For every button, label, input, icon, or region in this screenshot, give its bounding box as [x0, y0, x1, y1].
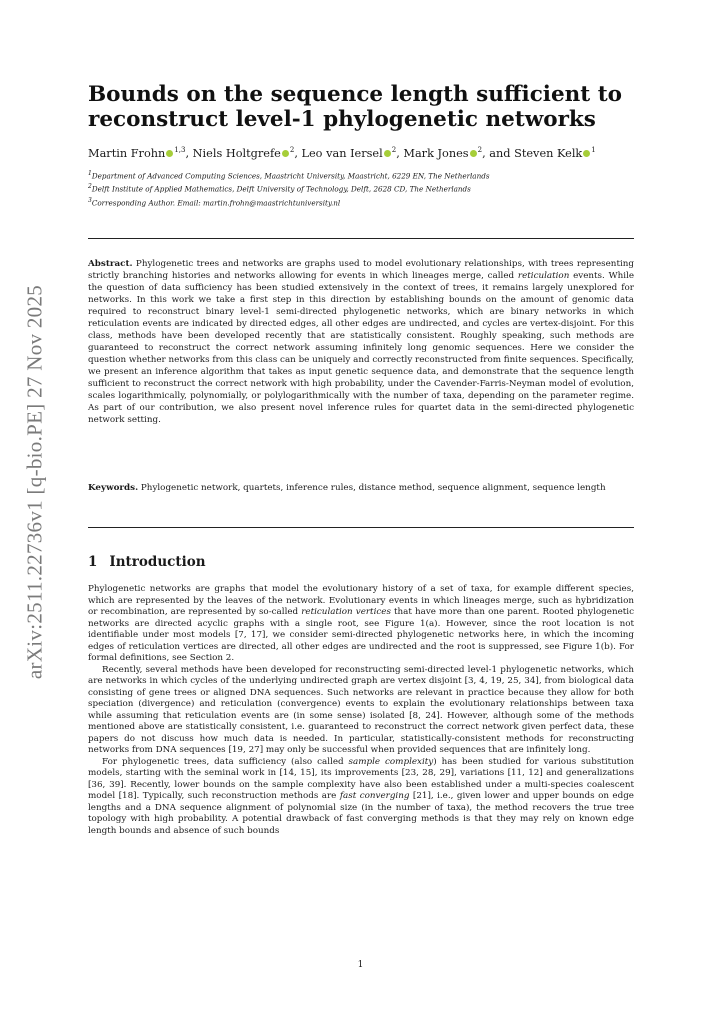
orcid-icon[interactable]: [282, 150, 289, 157]
author: Mark Jones $^2$: [403, 146, 483, 160]
abstract: Abstract. Phylogenetic trees and networks are graphs used to model evolutionary relationships, with trees representing strictly branching histories and networks allowing for events in which lineages merge, called reticulation events. While the question of data sufficiency has been studied extensively in the context of trees, it remains largely unexplored for networks. In this work we take a first step in this direction by establishing bounds on the amount of genomic data required to reconstruct binary level-1 semi-directed phylogenetic networks, which are binary networks in which reticulation events are indicated by directed edges, all other edges are undirected, and cycles are vertex-disjoint. For this class, methods have been developed recently that are statistically consistent. Roughly speaking, such methods are guaranteed to reconstruct the correct network assuming infinitely long genomic sequences. Here we consider the question whether networks from this class can be uniquely and correctly reconstructed from finite sequences. Specifically, we present an inference algorithm that takes as input genetic sequence data, and demonstrate that the sequence length sufficient to reconstruct the correct network with high probability, under the Cavender-Farris-Neyman model of evolution, scales logarithmically, polynomially, or polylogarithmically with the number of taxa, depending on the parameter regime. As part of our contribution, we also present novel inference rules for quartet data in the semi-directed phylogenetic network setting.: [88, 259, 634, 425]
abstract-bottom-rule: [88, 527, 634, 528]
author: Leo van Iersel $^2$: [301, 146, 397, 160]
orcid-icon[interactable]: [470, 150, 477, 157]
orcid-icon[interactable]: [166, 150, 173, 157]
title-block: [88, 82, 634, 208]
arxiv-identifier: arXiv:2511.22736v1 [q-bio.PE] 27 Nov 2025: [22, 284, 47, 680]
page-number: 1: [357, 960, 364, 970]
affiliation: $^2$Delft Institute of Applied Mathematics, Delft University of Technology, Delft, 2628 CD, The Netherlands: [88, 183, 471, 194]
arxiv-identifier-sidebar: [14, 282, 56, 682]
affiliation: $^1$Department of Advanced Computing Sciences, Maastricht University, Maastricht, 6229 EN, The Netherlands: [88, 169, 490, 181]
author: Niels Holtgrefe $^2$: [192, 146, 295, 160]
section-heading: 1 Introduction: [88, 554, 206, 570]
author: Martin Frohn $^{1,3}$: [88, 146, 186, 160]
abstract-top-rule: [88, 238, 634, 239]
paragraph: Recently, several methods have been developed for reconstructing semi-directed level-1 phylogenetic networks, which are networks in which cycles of the underlying undirected graph are vertex disjoint [3, 4, 19, 25, 34], from biological data consisting of gene trees or aligned DNA sequences. Such networks are relevant in practice because they allow for both speciation (divergence) and reticulation (convergence) events to explain the evolutionary relationships between taxa while assuming that reticulation events are (in some sense) isolated [8, 24]. However, although some of the methods mentioned above are statistically consistent, i.e. guaranteed to reconstruct the correct network given perfect data, these papers do not discuss how much data is needed. In particular, statistically-consistent methods for reconstructing networks from DNA sequences [19, 27] may only be successful when provided sequences that are infinitely long.: [88, 664, 634, 755]
abstract-label: Abstract.: [88, 259, 133, 269]
affiliation: $^3$Corresponding Author. Email: martin.frohn@maastrichtuniversity.nl: [88, 196, 341, 207]
keywords: Keywords. Phylogenetic network, quartets, inference rules, distance method, sequence alignment, sequence length: [88, 483, 606, 493]
paragraph: Phylogenetic networks are graphs that model the evolutionary history of a set of taxa, for example different species, which are represented by the leaves of the network. Evolutionary events in which lineages merge, such as hybridization or recombination, are represented by so-called reticulation vertices that have more than one parent. Rooted phylogenetic networks are directed acyclic graphs with a single root, see Figure 1(a). However, since the root location is not identifiable under most models [7, 17], we consider semi-directed phylogenetic networks here, in which the incoming edges of reticulation vertices are directed, all other edges are undirected and the root is suppressed, see Figure 1(b). For formal definitions, see Section 2.: [88, 584, 634, 663]
orcid-icon[interactable]: [384, 150, 391, 157]
affiliations: [88, 168, 634, 208]
keywords-label: Keywords.: [88, 483, 139, 493]
paper-title: Bounds on the sequence length sufficient to reconstruct level-1 phylogenetic networks: [88, 82, 622, 132]
author-list: Martin Frohn $^{1,3}$, Niels Holtgrefe $^2$, Leo van Iersel $^2$, Mark Jones $^2$, and Steven Kelk $^1$: [88, 146, 596, 160]
author: Steven Kelk $^1$: [514, 146, 596, 160]
orcid-icon[interactable]: [583, 150, 590, 157]
introduction-body: [88, 584, 634, 837]
paragraph: For phylogenetic trees, data sufficiency (also called sample complexity) has been studied for various substitution models, starting with the seminal work in [14, 15], its improvements [23, 28, 29], variations [11, 12] and generalizations [36, 39]. Recently, lower bounds on the sample complexity have also been established under a multi-species coalescent model [18]. Typically, such reconstruction methods are fast converging [21], i.e., given lower and upper bounds on edge lengths and a DNA sequence alignment of polynomial size (in the number of taxa), the method recovers the true tree topology with high probability. A potential drawback of fast converging methods is that they may rely on known edge length bounds and absence of such bounds: [88, 756, 634, 836]
